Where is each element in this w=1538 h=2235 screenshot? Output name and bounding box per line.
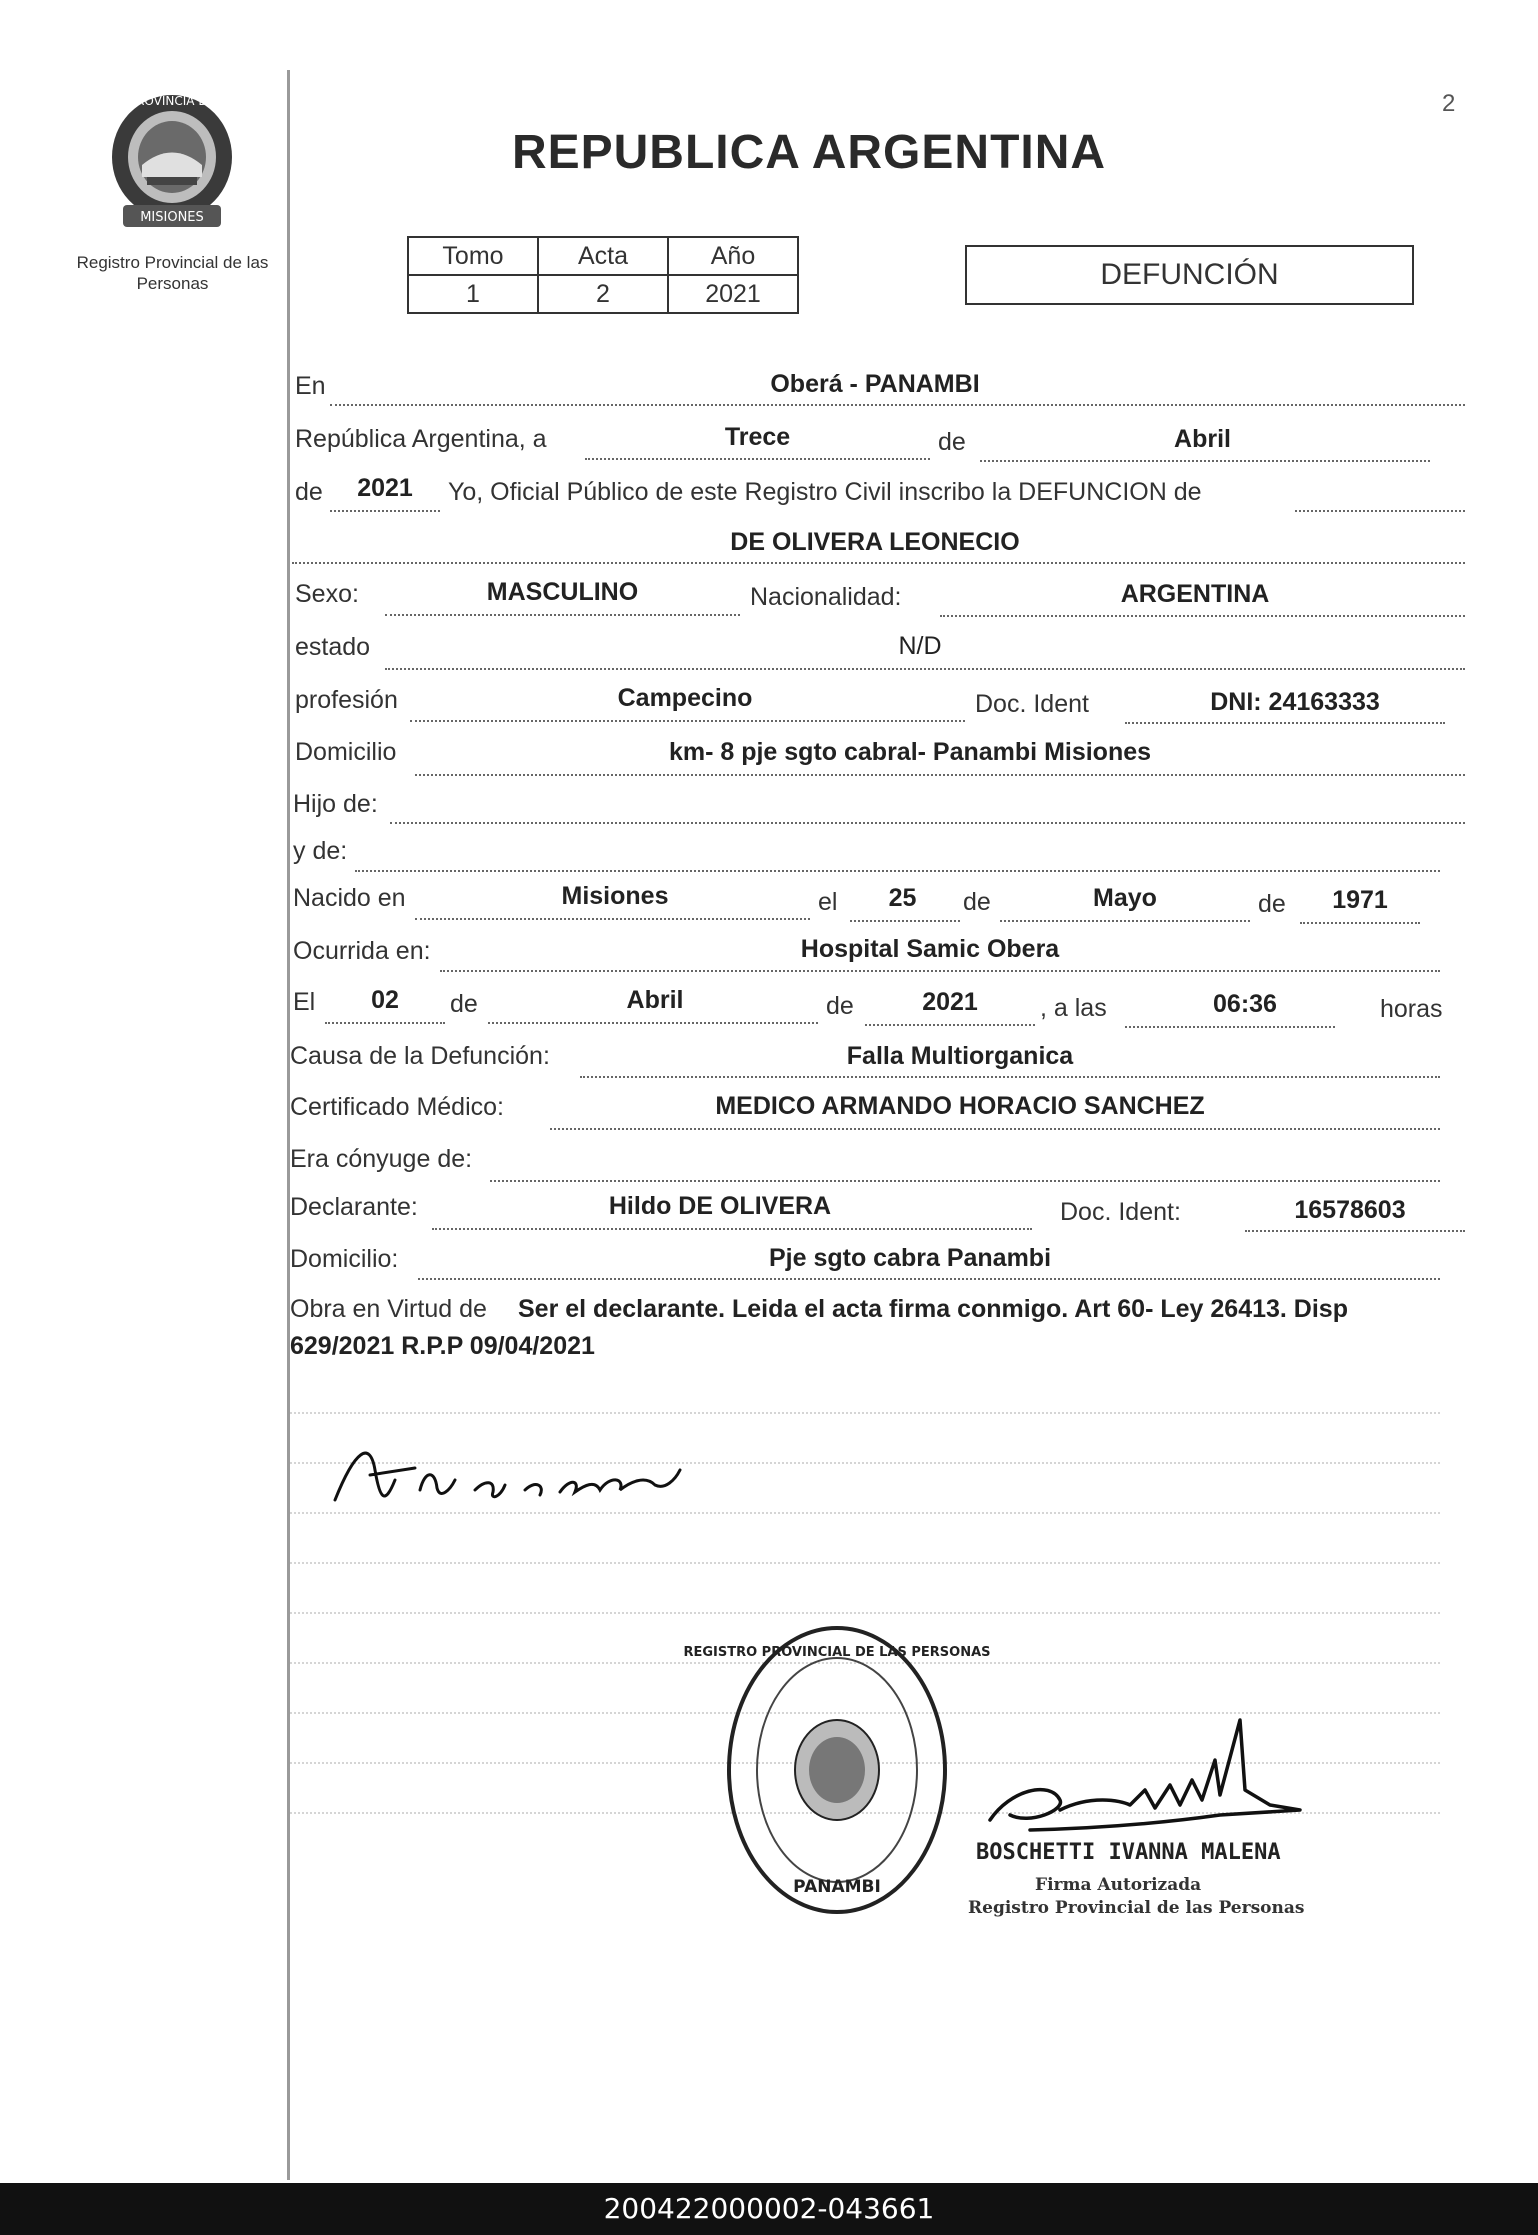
dots xyxy=(865,1024,1035,1026)
label-certificado: Certificado Médico: xyxy=(290,1093,504,1121)
dots xyxy=(292,562,1465,564)
record-header-acta: Acta xyxy=(538,237,668,275)
seal-ring-text: REGISTRO PROVINCIAL DE LAS PERSONAS xyxy=(683,1645,991,1660)
label-el: El xyxy=(293,988,316,1016)
label-doc-ident-declarante: Doc. Ident: xyxy=(1060,1198,1181,1226)
dots xyxy=(1295,510,1465,512)
dots xyxy=(418,1278,1440,1280)
value-dia-nacimiento: 25 xyxy=(888,884,917,912)
value-anio-nacimiento: 1971 xyxy=(1332,886,1388,914)
value-sexo: MASCULINO xyxy=(486,578,639,606)
value-profesion: Campecino xyxy=(617,684,753,712)
label-domicilio-declarante: Domicilio: xyxy=(290,1245,399,1273)
declarant-signature xyxy=(325,1430,705,1520)
official-stamp-name: BOSCHETTI IVANNA MALENA xyxy=(976,1840,1281,1865)
label-de: de xyxy=(963,888,991,916)
dots xyxy=(1000,920,1250,922)
record-header-anio: Año xyxy=(668,237,798,275)
label-a-las: , a las xyxy=(1040,994,1107,1022)
record-header-tomo: Tomo xyxy=(408,237,538,275)
label-causa: Causa de la Defunción: xyxy=(290,1042,550,1070)
value-estado: N/D xyxy=(898,632,942,660)
value-lugar: Oberá - PANAMBI xyxy=(770,370,980,398)
record-value-tomo: 1 xyxy=(408,275,538,313)
value-obra-linea-2: 629/2021 R.P.P 09/04/2021 xyxy=(290,1332,595,1360)
label-profesion: profesión xyxy=(295,686,398,714)
value-domicilio-declarante: Pje sgto cabra Panambi xyxy=(768,1244,1052,1272)
value-nombre-fallecido: DE OLIVERA LEONECIO xyxy=(730,528,1020,556)
label-conyuge: Era cónyuge de: xyxy=(290,1145,473,1173)
dots xyxy=(385,668,1465,670)
label-hijo-de: Hijo de: xyxy=(293,790,378,818)
label-domicilio: Domicilio xyxy=(295,738,397,766)
label-de: de xyxy=(450,990,478,1018)
registry-name: Registro Provincial de las Personas xyxy=(76,253,269,293)
label-de: de xyxy=(295,478,323,506)
ghost-line xyxy=(290,1612,1440,1614)
ghost-line xyxy=(290,1412,1440,1414)
label-de: de xyxy=(1258,890,1286,918)
dots xyxy=(550,1128,1440,1130)
value-lugar-nacimiento: Misiones xyxy=(561,882,669,910)
record-value-acta: 2 xyxy=(538,275,668,313)
value-causa: Falla Multiorganica xyxy=(846,1042,1074,1070)
label-sexo: Sexo: xyxy=(295,580,359,608)
value-dni: DNI: 24163333 xyxy=(1210,688,1380,716)
dots xyxy=(415,918,810,920)
record-type-box: DEFUNCIÓN xyxy=(965,245,1414,305)
label-y-de: y de: xyxy=(293,837,348,865)
value-certificado: MEDICO ARMANDO HORACIO SANCHEZ xyxy=(715,1092,1205,1120)
margin-line xyxy=(287,70,290,2180)
official-stamp-office: Registro Provincial de las Personas xyxy=(968,1898,1305,1918)
label-horas: horas xyxy=(1380,995,1443,1023)
value-doc-declarante: 16578603 xyxy=(1294,1196,1406,1224)
label-declarante: Declarante: xyxy=(290,1193,418,1221)
dots xyxy=(1125,722,1445,724)
record-value-anio: 2021 xyxy=(668,275,798,313)
label-republica: República Argentina, a xyxy=(295,425,547,453)
value-mes: Abril xyxy=(1174,425,1231,453)
page-number: 2 xyxy=(1442,90,1456,117)
label-nacido-en: Nacido en xyxy=(293,884,406,912)
value-domicilio: km- 8 pje sgto cabral- Panambi Misiones xyxy=(668,738,1152,766)
dots xyxy=(580,1076,1440,1078)
dots xyxy=(585,458,930,460)
label-oficial: Yo, Oficial Público de este Registro Civil inscribo la DEFUNCION de xyxy=(448,478,1202,506)
dots xyxy=(385,614,740,616)
dots xyxy=(440,970,1440,972)
label-obra-en-virtud: Obra en Virtud de xyxy=(290,1295,487,1323)
label-nacionalidad: Nacionalidad: xyxy=(750,583,902,611)
value-dia-palabra: Trece xyxy=(724,423,791,451)
dots xyxy=(1245,1230,1465,1232)
value-mes-defuncion: Abril xyxy=(626,986,684,1014)
dots xyxy=(410,720,965,722)
value-dia-defuncion: 02 xyxy=(371,986,399,1014)
dots xyxy=(850,920,960,922)
label-estado: estado xyxy=(295,633,371,661)
dots xyxy=(325,1022,445,1024)
value-anio: 2021 xyxy=(357,474,413,502)
dots xyxy=(1300,922,1420,924)
label-doc-ident: Doc. Ident xyxy=(975,690,1089,718)
dots xyxy=(330,510,440,512)
document-id-bar: 200422000002-043661 xyxy=(0,2183,1538,2235)
value-lugar-defuncion: Hospital Samic Obera xyxy=(800,935,1060,963)
seal-bottom-text: PANAMBI xyxy=(793,1877,881,1897)
dots xyxy=(415,774,1465,776)
dots xyxy=(490,1180,1440,1182)
label-el: el xyxy=(818,888,838,916)
value-mes-nacimiento: Mayo xyxy=(1093,884,1157,912)
value-hora-defuncion: 06:36 xyxy=(1213,990,1277,1018)
ghost-line xyxy=(290,1562,1440,1564)
dots xyxy=(980,460,1430,462)
dots xyxy=(390,822,1465,824)
value-anio-defuncion: 2021 xyxy=(922,988,978,1016)
value-obra-linea-1: Ser el declarante. Leida el acta firma conmigo. Art 60- Ley 26413. Disp xyxy=(518,1295,1348,1323)
logo-top-text: PROVINCIA DE xyxy=(128,94,216,108)
dots xyxy=(432,1228,1032,1230)
label-de: de xyxy=(826,992,854,1020)
dots xyxy=(488,1022,818,1024)
dots xyxy=(330,404,1465,406)
label-de: de xyxy=(938,428,966,456)
label-en: En xyxy=(295,372,326,400)
logo-bottom-text: MISIONES xyxy=(140,210,204,225)
official-stamp-title: Firma Autorizada xyxy=(1035,1875,1202,1895)
record-table xyxy=(407,236,799,314)
official-signature xyxy=(970,1700,1310,1860)
dots xyxy=(355,870,1440,872)
registry-seal xyxy=(683,1620,991,1920)
label-ocurrida-en: Ocurrida en: xyxy=(293,937,431,965)
dots xyxy=(1125,1026,1335,1028)
dots xyxy=(940,615,1465,617)
page-title: REPUBLICA ARGENTINA xyxy=(511,126,1107,179)
value-declarante: Hildo DE OLIVERA xyxy=(608,1192,832,1220)
value-nacionalidad: ARGENTINA xyxy=(1120,580,1270,608)
